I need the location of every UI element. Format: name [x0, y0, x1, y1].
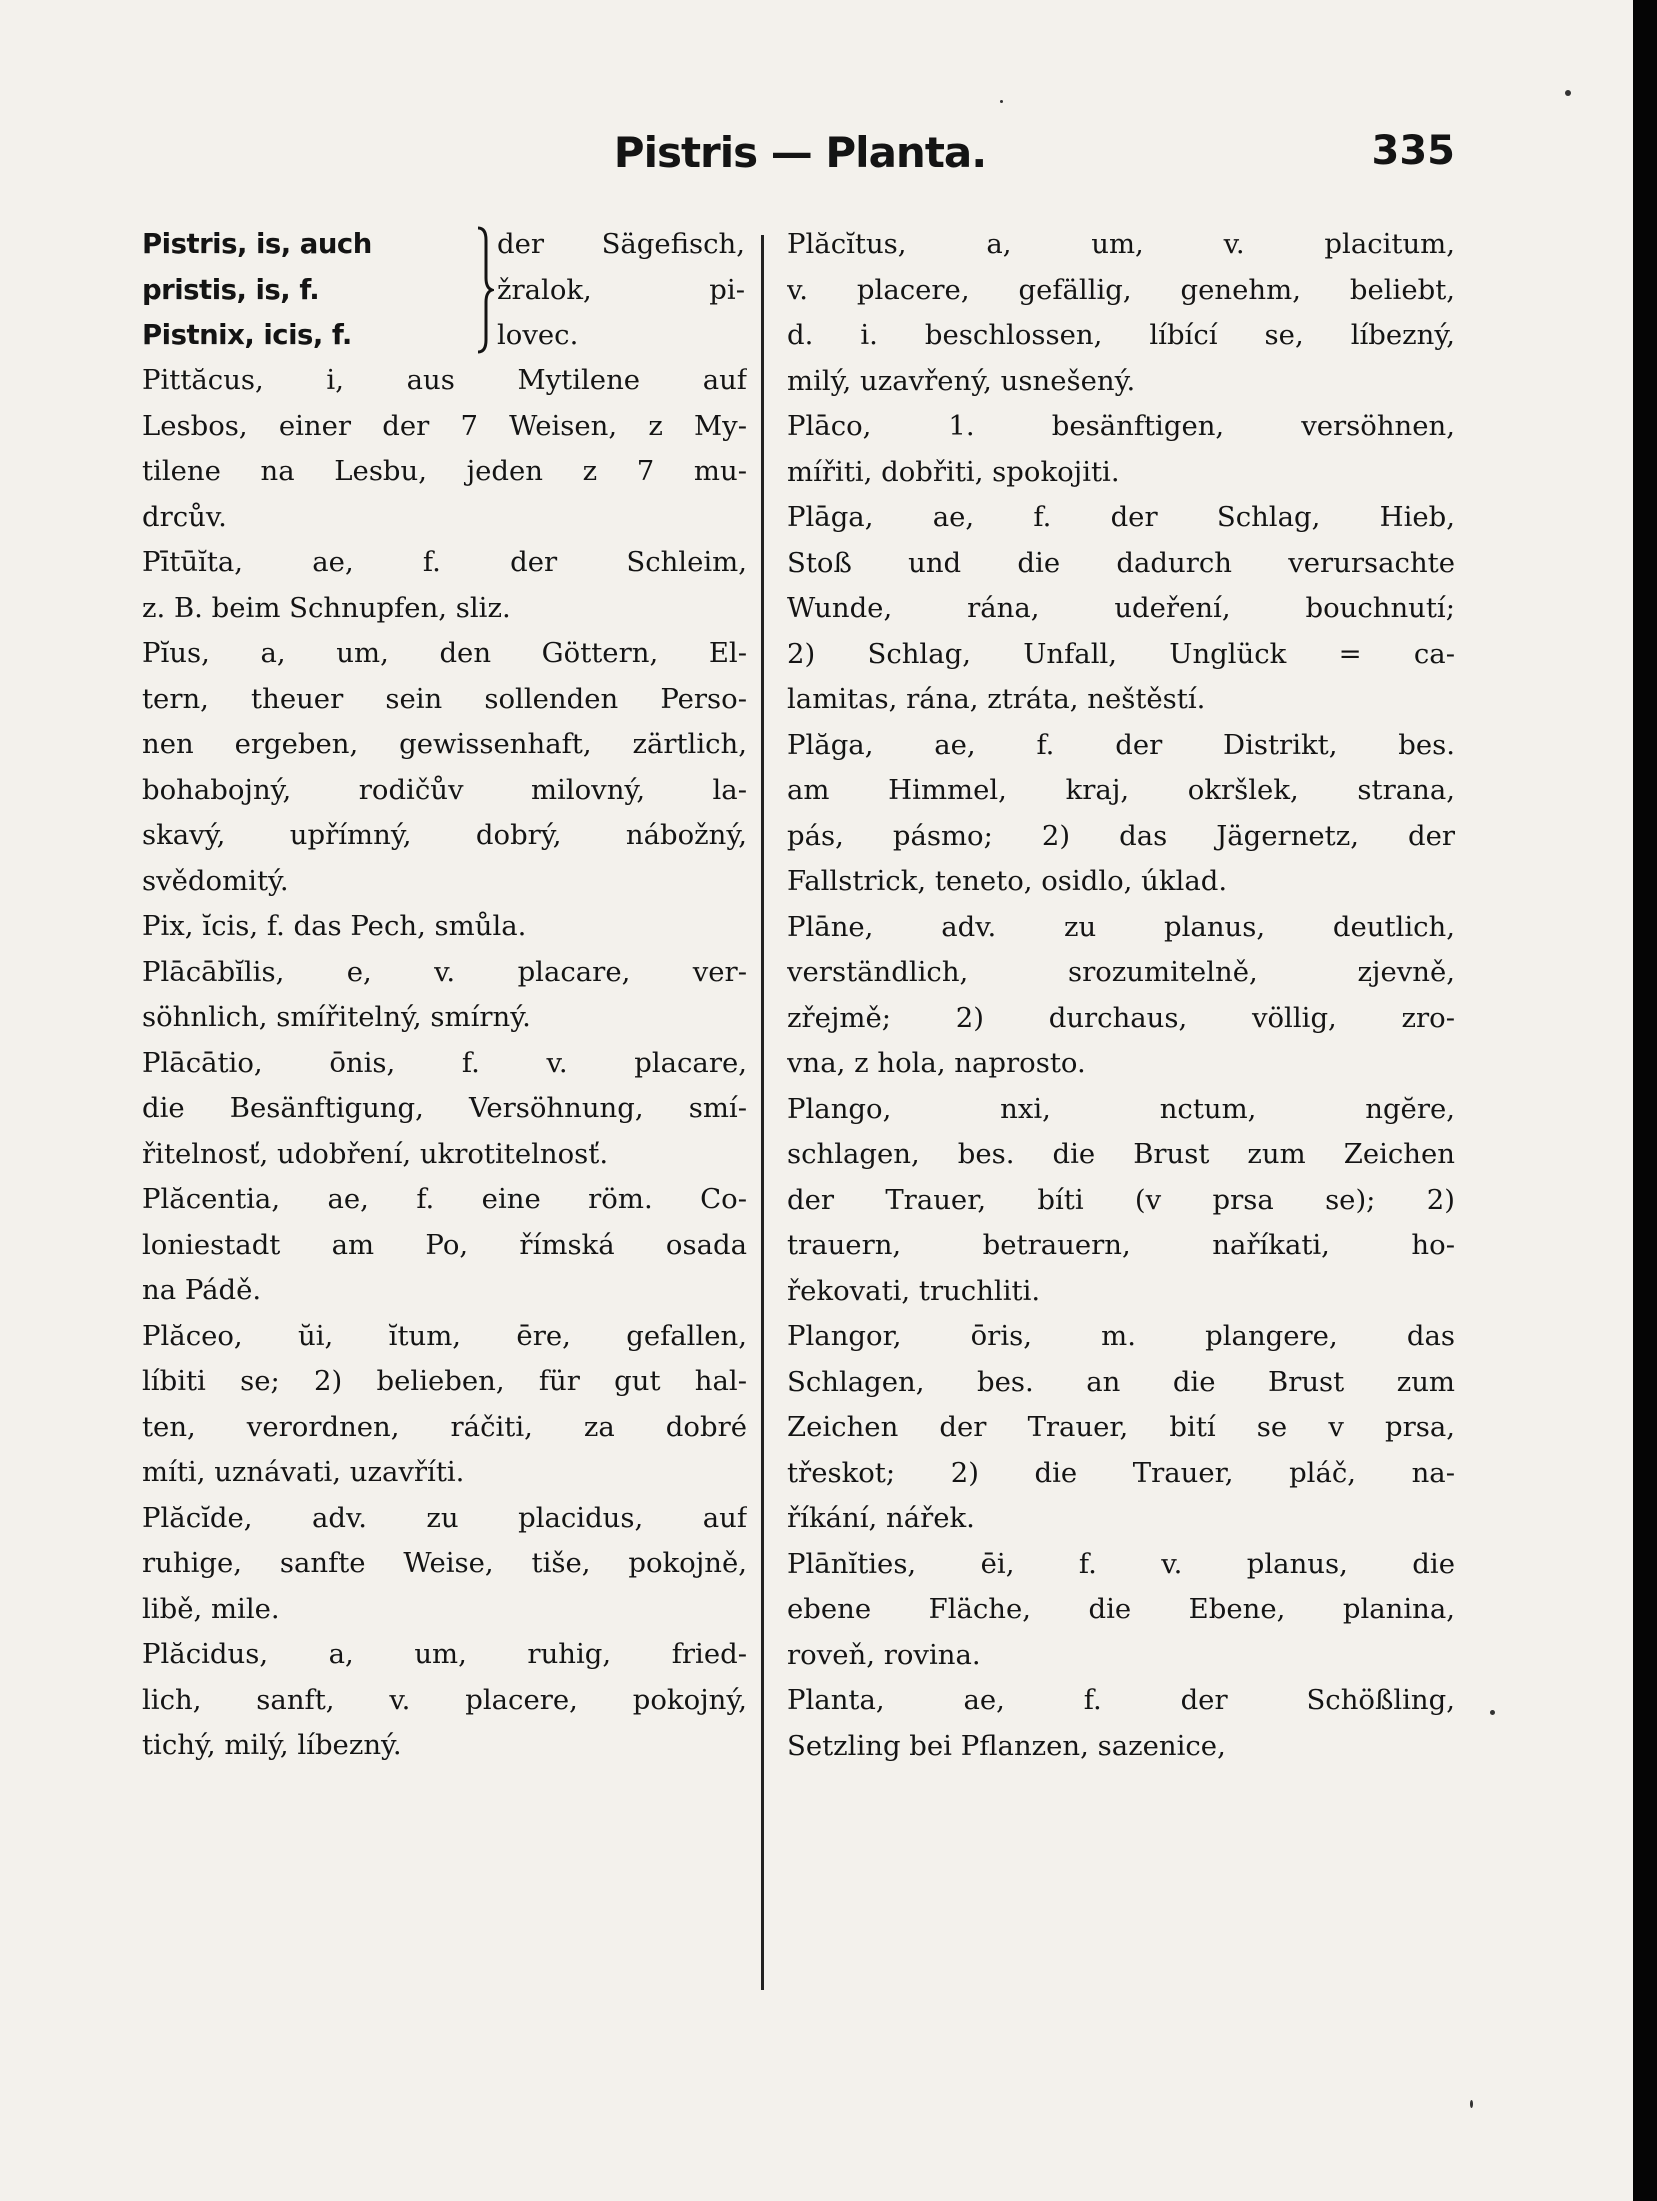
right-column	[787, 222, 1455, 1769]
text-line: Zeichen der Trauer, bití se v prsa,	[787, 1411, 1455, 1443]
text-line: lich, sanft, v. placere, pokojný,	[142, 1683, 747, 1716]
text-line: milý, uzavřený, usnešený.	[787, 364, 1136, 397]
text-line: míti, uznávati, uzavříti.	[142, 1456, 465, 1488]
text-line: svědomitý.	[142, 864, 289, 897]
text-line: Fallstrick, teneto, osidlo, úklad.	[787, 865, 1228, 897]
text-line: Lesbos, einer der 7 Weisen, z My-	[142, 409, 747, 442]
text-line: schlagen, bes. die Brust zum Zeichen	[787, 1138, 1455, 1170]
scan-speck	[1565, 90, 1571, 96]
text-line: líbiti se; 2) belieben, für gut hal-	[142, 1365, 747, 1397]
text-line: der Trauer, bíti (v prsa se); 2)	[787, 1183, 1455, 1216]
text-line: Plăcĭtus, a, um, v. placitum,	[787, 228, 1455, 260]
text-line: tilene na Lesbu, jeden z 7 mu-	[142, 455, 747, 487]
text-line: Plango, nxi, nctum, ngĕre,	[787, 1092, 1455, 1125]
text-line: Plānĭties, ēi, f. v. planus, die	[787, 1547, 1455, 1580]
text-line: Plāco, 1. besänftigen, versöhnen,	[787, 410, 1455, 442]
right-column-lines	[787, 222, 1455, 1769]
brace-headword-line: Pistnix, icis, f.	[142, 319, 352, 351]
text-line: ten, verordnen, ráčiti, za dobré	[142, 1410, 747, 1443]
text-line: Plăcidus, a, um, ruhig, fried-	[142, 1638, 747, 1670]
brace-definitions	[497, 222, 745, 359]
scan-speck	[1470, 2100, 1473, 2108]
text-line: Plāne, adv. zu planus, deutlich,	[787, 910, 1455, 943]
running-header	[0, 122, 1633, 192]
page-number: 335	[1371, 128, 1455, 174]
text-line: Wunde, rána, udeření, bouchnutí;	[787, 592, 1455, 624]
brace-definition-line: žralok, pi-	[497, 273, 745, 306]
curly-brace-icon	[474, 226, 494, 354]
text-line: řitelnosť, udobření, ukrotitelnosť.	[142, 1137, 609, 1170]
left-column	[142, 222, 747, 1769]
column-divider	[761, 235, 764, 1990]
text-line: pás, pásmo; 2) das Jägernetz, der	[787, 819, 1455, 852]
page-title: Pistris — Planta.	[613, 128, 987, 177]
text-line: Plăceo, ŭi, ĭtum, ēre, gefallen,	[142, 1319, 747, 1352]
text-line: Plăcentia, ae, f. eine röm. Co-	[142, 1183, 747, 1215]
text-line: verständlich, srozumitelně, zjevně,	[787, 956, 1455, 988]
text-line: drcův.	[142, 500, 227, 533]
text-line: tern, theuer sein sollenden Perso-	[142, 682, 747, 715]
text-line: v. placere, gefällig, genehm, beliebt,	[787, 273, 1455, 306]
brace-entry	[142, 222, 747, 358]
text-line: d. i. beschlossen, líbící se, líbezný,	[787, 319, 1455, 351]
text-line: bohabojný, rodičův milovný, la-	[142, 773, 747, 806]
text-line: Plangor, ōris, m. plangere, das	[787, 1320, 1455, 1352]
left-column-lines	[142, 358, 747, 1769]
text-line: Plăcĭde, adv. zu placidus, auf	[142, 1501, 747, 1534]
text-line: Plāga, ae, f. der Schlag, Hieb,	[787, 501, 1455, 533]
text-line: Schlagen, bes. an die Brust zum	[787, 1365, 1455, 1398]
text-line: vna, z hola, naprosto.	[787, 1047, 1086, 1079]
text-line: Setzling bei Pflanzen, sazenice,	[787, 1729, 1226, 1762]
text-line: Pittăcus, i, aus Mytilene auf	[142, 364, 747, 396]
brace-headword-line: Pistris, is, auch	[142, 228, 372, 260]
text-line: loniestadt am Po, římská osada	[142, 1228, 747, 1261]
text-line: tichý, milý, líbezný.	[142, 1729, 402, 1761]
scan-border	[1633, 0, 1657, 2201]
scan-speck	[1000, 100, 1003, 103]
text-line: libě, mile.	[142, 1592, 280, 1625]
brace-headword-line: pristis, is, f.	[142, 273, 320, 306]
text-line: skavý, upřímný, dobrý, nábožný,	[142, 819, 747, 851]
scan-speck	[1490, 1710, 1495, 1715]
text-line: Pītūĭta, ae, f. der Schleim,	[142, 546, 747, 578]
text-line: z. B. beim Schnupfen, sliz.	[142, 591, 511, 624]
text-line: třeskot; 2) die Trauer, pláč, na-	[787, 1456, 1455, 1489]
brace-definition-line: der Sägefisch,	[497, 228, 745, 260]
text-line: Stoß und die dadurch verursachte	[787, 546, 1455, 579]
text-line: říkání, nářek.	[787, 1502, 975, 1534]
brace-definition-line: lovec.	[497, 319, 579, 351]
text-line: söhnlich, smířitelný, smírný.	[142, 1001, 531, 1033]
text-line: zřejmě; 2) durchaus, völlig, zro-	[787, 1001, 1455, 1034]
text-line: Plācātio, ōnis, f. v. placare,	[142, 1046, 747, 1079]
text-line: mířiti, dobřiti, spokojiti.	[787, 455, 1120, 488]
text-line: Plăga, ae, f. der Distrikt, bes.	[787, 728, 1455, 761]
text-line: nen ergeben, gewissenhaft, zärtlich,	[142, 728, 747, 760]
brace-headwords	[142, 222, 482, 359]
text-line: die Besänftigung, Versöhnung, smí-	[142, 1092, 747, 1124]
text-line: am Himmel, kraj, okršlek, strana,	[787, 774, 1455, 806]
text-line: Planta, ae, f. der Schößling,	[787, 1684, 1455, 1716]
text-line: řekovati, truchliti.	[787, 1274, 1041, 1307]
text-line: ebene Fläche, die Ebene, planina,	[787, 1593, 1455, 1625]
text-line: Pix, ĭcis, f. das Pech, smůla.	[142, 910, 527, 942]
text-line: 2) Schlag, Unfall, Unglück = ca-	[787, 637, 1455, 670]
text-line: ruhige, sanfte Weise, tiše, pokojně,	[142, 1547, 747, 1579]
text-line: roveň, rovina.	[787, 1638, 981, 1671]
text-line: lamitas, rána, ztráta, neštěstí.	[787, 683, 1206, 715]
text-line: Plācābĭlis, e, v. placare, ver-	[142, 955, 747, 988]
text-line: trauern, betrauern, naříkati, ho-	[787, 1229, 1455, 1261]
text-line: Pĭus, a, um, den Göttern, El-	[142, 637, 747, 669]
text-line: na Pádě.	[142, 1274, 262, 1306]
